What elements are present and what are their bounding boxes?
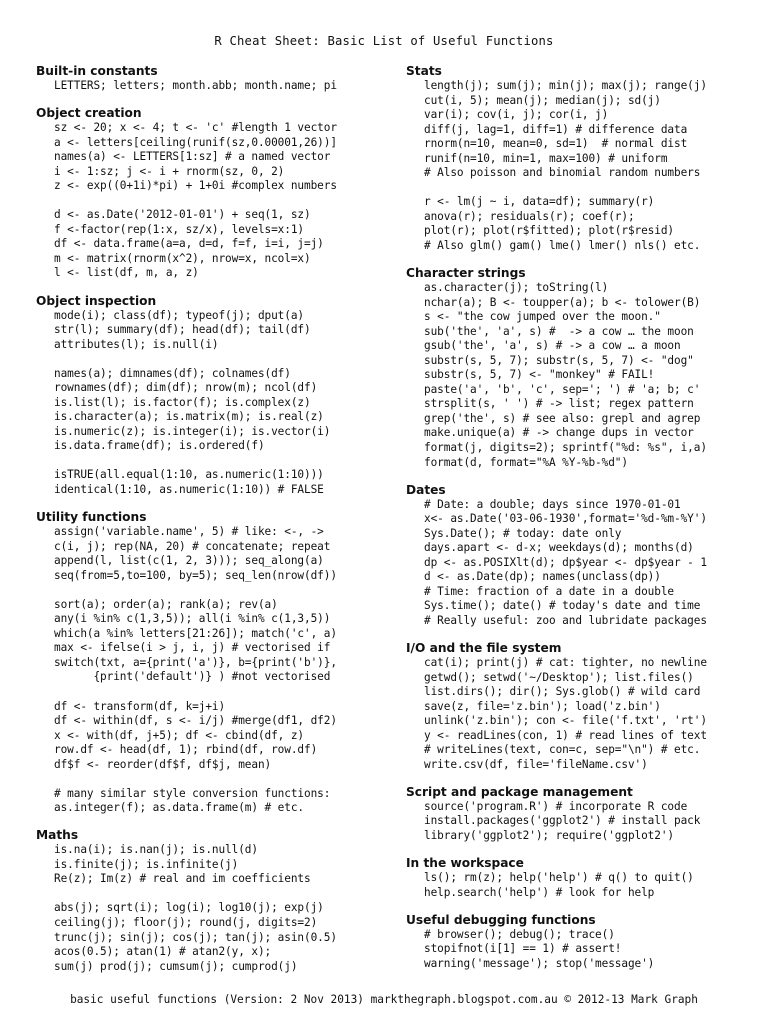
code-line: Sys.Date(); # today: date only [424,526,622,540]
code-line: # many similar style conversion functions: [54,786,331,800]
code-line: unlink('z.bin'); con <- file('f.txt', 'rt') [424,714,707,728]
code-line: list.dirs(); dir(); Sys.glob() # wild card [424,685,701,699]
code-line: is.na(i); is.nan(j); is.null(d) [54,843,258,857]
code-line: Re(z); Im(z) # real and im coefficients [54,872,311,886]
page-title: R Cheat Sheet: Basic List of Useful Functions [214,34,554,48]
code-line: row.df <- head(df, 1); rbind(df, row.df) [54,743,318,757]
code-line: # Time: fraction of a date in a double [424,584,675,598]
section-built-in-constants [36,64,386,94]
code-line: length(j); sum(j); min(j); max(j); range(j) [424,79,707,92]
code-line: sort(a); order(a); rank(a); rev(a) [54,597,278,611]
section-utility-functions [36,510,386,816]
code-line: is.character(a); is.matrix(m); is.real(z) [54,410,324,424]
section-title: Object creation [36,106,142,121]
code-line: strsplit(s, ' ') # -> list; regex pattern [424,397,694,411]
code-line: df <- within(df, s <- i/j) #merge(df1, df2) [54,714,337,728]
section-in-the-workspace [406,856,751,900]
code-line: any(i %in% c(1,3,5)); all(i %in% c(1,3,5)) [54,612,331,626]
code-line: c(i, j); rep(NA, 20) # concatenate; repeat [54,539,331,553]
section-title: Dates [406,482,446,497]
code-line: source('program.R') # incorporate R code [424,799,688,813]
section-title: Built-in constants [36,64,158,78]
code-line: which(a %in% letters[21:26]); match('c', a) [54,626,337,640]
code-line: runif(n=10, min=1, max=100) # uniform [424,151,668,165]
code-line: help.search('help') # look for help [424,885,655,899]
code-line: abs(j); sqrt(i); log(i); log10(j); exp(j) [54,901,324,915]
section-script-and-package-management [406,785,751,844]
section-title: Character strings [406,266,526,281]
code-line: s <- "the cow jumped over the moon." [424,310,661,324]
code-line: append(l, list(c(1, 2, 3))); seq_along(a) [54,554,324,568]
code-line: substr(s, 5, 7); substr(s, 5, 7) <- "dog" [424,353,694,367]
code-line: # Also glm() gam() lme() lmer() nls() etc. [424,238,701,252]
code-line: is.numeric(z); is.integer(i); is.vector(i) [54,424,331,438]
code-line: paste('a', 'b', 'c', sep='; ') # 'a; b; c' [424,382,701,396]
blank-line [36,454,386,469]
code-line: x<- as.Date('03-06-1930',format='%d-%m-%Y') [424,512,707,526]
code-line: names(a); dimnames(df); colnames(df) [54,366,291,380]
code-line: make.unique(a) # -> change dups in vector [424,426,694,440]
code-line: sz <- 20; x <- 4; t <- 'c' #length 1 vector [54,121,337,135]
code-line: rnorm(n=10, mean=0, sd=1) # normal dist [424,137,688,151]
code-line: df <- data.frame(a=a, d=d, f=f, i=i, j=j) [54,237,324,251]
code-line: is.finite(j); is.infinite(j) [54,857,239,871]
code-line: d <- as.Date(dp); names(unclass(dp)) [424,570,661,584]
code-line: sum(j) prod(j); cumsum(j); cumprod(j) [54,959,298,973]
code-line: i <- 1:sz; j <- i + rnorm(sz, 0, 2) [54,164,285,178]
code-line: # Really useful: zoo and lubridate packages [424,614,707,627]
section-title: In the workspace [406,856,524,871]
code-line: # Also poisson and binomial random numbers [424,166,701,180]
code-line: rownames(df); dim(df); nrow(m); ncol(df) [54,381,318,395]
section-title: Stats [406,64,442,78]
section-i-o-and-the-file-system [406,641,751,772]
code-line: # browser(); debug(); trace() [424,927,615,941]
blank-line [406,181,751,196]
code-line: switch(txt, a={print('a')}, b={print('b')}, [54,655,337,669]
code-line: library('ggplot2'); require('ggplot2') [424,829,675,843]
code-line: x <- with(df, j+5); df <- cbind(df, z) [54,728,305,742]
code-line: z <- exp((0+1i)*pi) + 1+0i #complex numbers [54,179,337,193]
code-line: days.apart <- d-x; weekdays(d); months(d) [424,541,694,555]
code-line: cut(i, 5); mean(j); median(j); sd(j) [424,93,661,107]
section-object-inspection [36,294,386,498]
code-line: seq(from=5,to=100, by=5); seq_len(nrow(df)) [54,568,337,582]
section-stats [406,64,751,254]
code-line: diff(j, lag=1, diff=1) # difference data [424,122,688,136]
code-line: dp <- as.POSIXlt(d); dp$year <- dp$year - 1 [424,555,707,569]
blank-line [36,194,386,209]
code-line: identical(1:10, as.numeric(1:10)) # FALSE [54,482,324,496]
code-line: install.packages('ggplot2') # install pack [424,814,701,828]
code-line: format(d, format="%A %Y-%b-%d") [424,455,628,469]
code-line: var(i); cov(i, j); cor(i, j) [424,108,609,122]
code-line: warning('message'); stop('message') [424,956,655,970]
right-column [406,64,751,984]
footer: basic useful functions (Version: 2 Nov 2013) markthegraph.blogspot.com.au © 2012-13 Mark Graph [70,993,698,1006]
code-line: grep('the', s) # see also: grepl and agrep [424,411,701,425]
code-line: acos(0.5); atan(1) # atan2(y, x); [54,945,272,959]
code-line: y <- readLines(con, 1) # read lines of text [424,728,707,742]
section-character-strings [406,266,751,470]
code-line: ceiling(j); floor(j); round(j, digits=2) [54,916,318,930]
code-line: names(a) <- LETTERS[1:sz] # a named vector [54,150,331,164]
code-line: attributes(l); is.null(i) [54,337,219,351]
code-line: d <- as.Date('2012-01-01') + seq(1, sz) [54,208,311,222]
code-line: substr(s, 5, 7) <- "monkey" # FAIL! [424,368,655,382]
code-line: f <-factor(rep(1:x, sz/x), levels=x:1) [54,222,305,236]
blank-line [36,887,386,902]
code-line: gsub('the', 'a', s) # -> a cow … a moon [424,339,681,353]
code-line: max <- ifelse(i > j, i, j) # vectorised if [54,641,331,655]
section-object-creation [36,106,386,281]
blank-line [36,772,386,787]
blank-line [36,352,386,367]
code-line: as.character(j); toString(l) [424,281,609,295]
code-line: LETTERS; letters; month.abb; month.name; pi [54,79,337,92]
code-line: l <- list(df, m, a, z) [54,266,199,280]
code-line: str(l); summary(df); head(df); tail(df) [54,323,311,337]
code-line: write.csv(df, file='fileName.csv') [424,757,648,771]
code-line: sub('the', 'a', s) # -> a cow … the moon [424,324,694,338]
code-line: cat(i); print(j) # cat: tighter, no newline [424,656,707,670]
section-title: Maths [36,828,79,843]
section-title: Utility functions [36,510,147,525]
code-line: ls(); rm(z); help('help') # q() to quit() [424,871,694,885]
code-line: {print('default')} ) #not vectorised [54,670,331,684]
code-line: a <- letters[ceiling(runif(sz,0.00001,26))] [54,135,337,149]
code-line: # writeLines(text, con=c, sep="\n") # etc. [424,743,701,757]
code-line: m <- matrix(rnorm(x^2), nrow=x, ncol=x) [54,251,311,265]
left-column [36,64,386,987]
blank-line [36,685,386,700]
code-line: df <- transform(df, k=j+i) [54,699,226,713]
code-line: plot(r); plot(r$fitted); plot(r$resid) [424,224,675,238]
code-line: # Date: a double; days since 1970-01-01 [424,497,681,511]
code-line: trunc(j); sin(j); cos(j); tan(j); asin(0.5) [54,930,337,944]
code-line: anova(r); residuals(r); coef(r); [424,209,635,223]
code-line: Sys.time(); date() # today's date and time [424,599,701,613]
section-title: Useful debugging functions [406,912,596,927]
section-useful-debugging-functions [406,913,751,972]
code-line: save(z, file='z.bin'); load('z.bin') [424,699,661,713]
section-maths [36,828,386,974]
code-line: mode(i); class(df); typeof(j); dput(a) [54,308,305,322]
code-line: is.data.frame(df); is.ordered(f) [54,439,265,453]
code-line: is.list(l); is.factor(f); is.complex(z) [54,395,311,409]
code-line: assign('variable.name', 5) # like: <-, -> [54,525,324,539]
section-title: I/O and the file system [406,641,562,656]
section-title: Script and package management [406,784,633,799]
code-line: isTRUE(all.equal(1:10, as.numeric(1:10))) [54,468,324,482]
code-line: r <- lm(j ~ i, data=df); summary(r) [424,195,655,209]
code-line: nchar(a); B <- toupper(a); b <- tolower(B) [424,295,701,309]
code-line: format(j, digits=2); sprintf("%d: %s", i,a) [424,441,707,455]
section-dates [406,483,751,629]
code-line: df$f <- reorder(df$f, df$j, mean) [54,757,272,771]
code-line: as.integer(f); as.data.frame(m) # etc. [54,801,305,815]
code-line: stopifnot(i[1] == 1) # assert! [424,942,622,956]
code-line: getwd(); setwd('~/Desktop'); list.files() [424,670,694,684]
blank-line [36,583,386,598]
section-title: Object inspection [36,293,157,308]
